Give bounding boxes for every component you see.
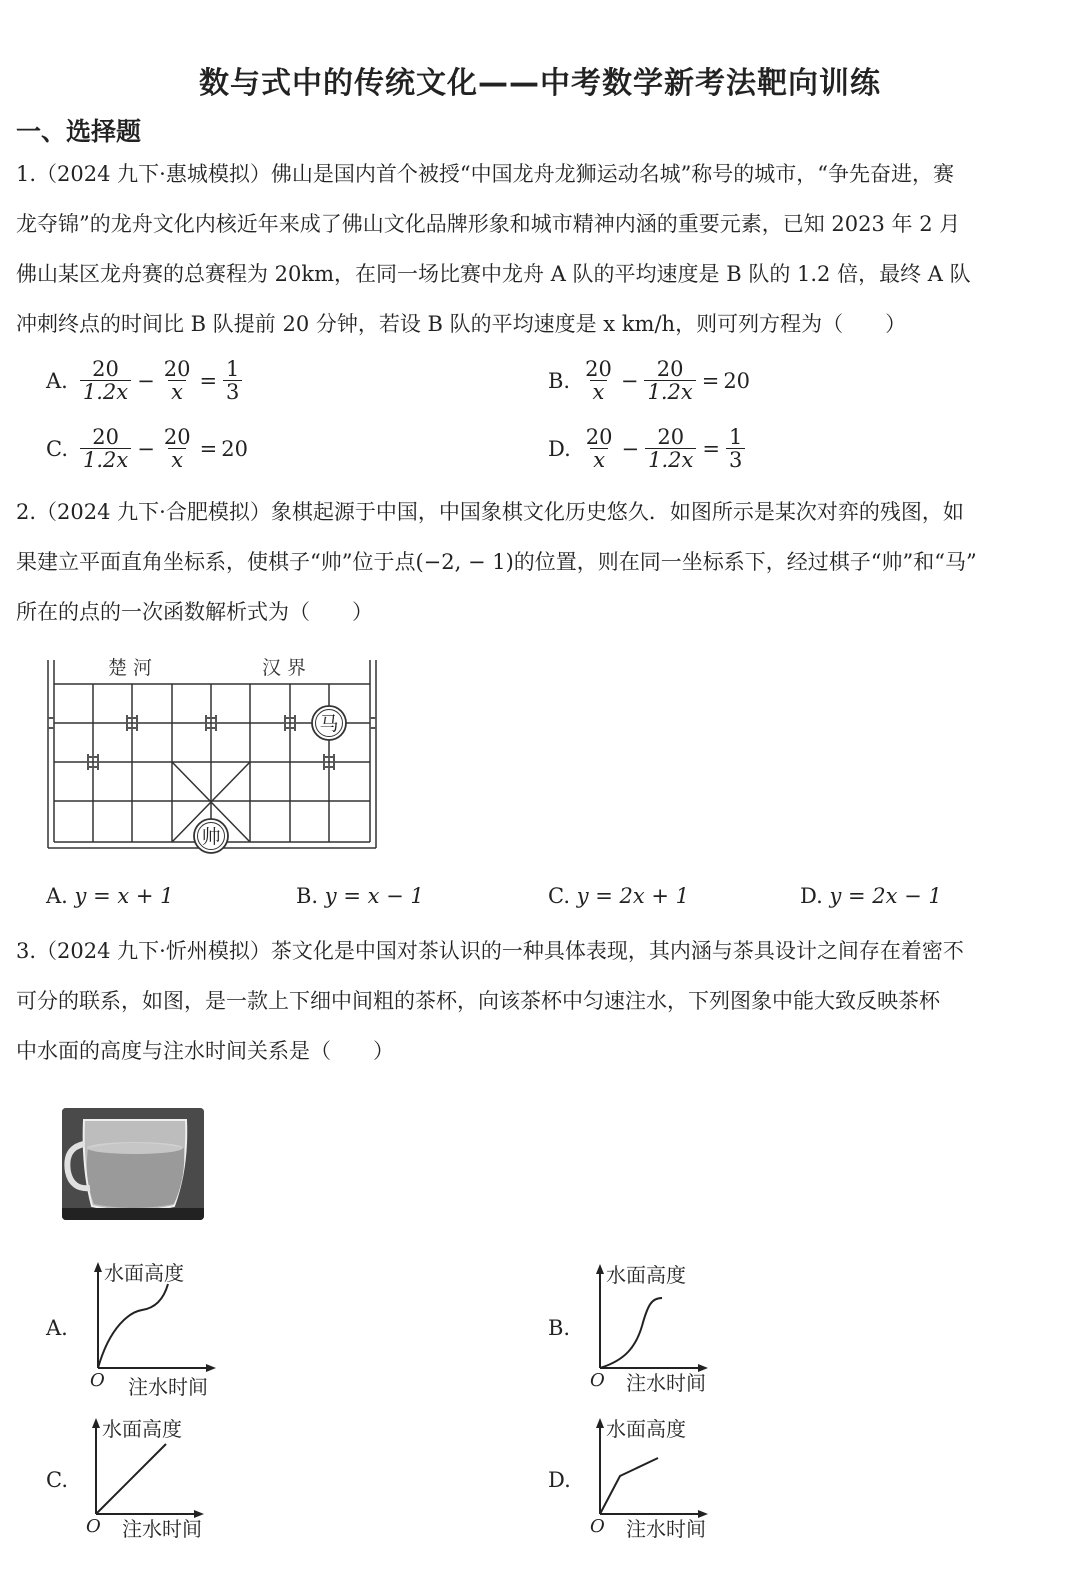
svg-text:水面高度: 水面高度 [606,1263,686,1287]
chess-piece-shuai [194,819,228,853]
graph-d [586,1412,746,1548]
q3-line: 3.（2024 九下·忻州模拟）茶文化是中国对茶认识的一种具体表现，其内涵与茶具设计之间存在着密不 [16,939,964,963]
q3-line: 中水面的高度与注水时间关系是（ ） [16,1039,394,1063]
page-title: 数与式中的传统文化——中考数学新考法靶向训练 [199,66,881,101]
q2-line: 2.（2024 九下·合肥模拟）象棋起源于中国，中国象棋文化历史悠久．如图所示是某次对弈的残图，如 [16,500,964,524]
option-label: A. [46,368,68,393]
fraction: $\frac{20}{1.2x}$ [645,426,696,471]
q2-option-c[interactable]: C. y = 2x + 1 [548,884,690,908]
svg-text:O: O [86,1516,101,1537]
fraction: $\frac{20}{x}$ [163,425,191,472]
svg-text:注水时间: 注水时间 [122,1517,202,1541]
q1-option-b[interactable]: B. $\frac{20}{x}$ − $\frac{20}{1.2x}$ = 20 [548,357,751,404]
section-heading: 一、选择题 [16,117,142,146]
svg-text:O: O [90,1370,105,1391]
option-label: B. [548,368,571,393]
q2-line: 果建立平面直角坐标系，使棋子“帅”位于点(−2, − 1)的位置，则在同一坐标系下，经过棋子“帅”和“马” [16,550,977,574]
chess-piece-ma [312,706,346,740]
q3-option-d[interactable]: D. [548,1468,571,1492]
q2-option-d[interactable]: D. y = 2x − 1 [800,884,942,908]
option-label: D. [548,436,571,461]
fraction: $\frac{20}{1.2x}$ [644,358,695,403]
graph-a [84,1256,244,1402]
q2-option-b[interactable]: B. y = x − 1 [296,884,424,908]
fraction: $\frac{20}{x}$ [585,425,613,472]
tea-cup-photo [62,1108,204,1220]
svg-text:注水时间: 注水时间 [626,1517,706,1541]
svg-text:水面高度: 水面高度 [102,1417,182,1441]
chess-board-figure [40,652,390,858]
svg-text:水面高度: 水面高度 [606,1417,686,1441]
q1-line: 龙夺锦”的龙舟文化内核近年来成了佛山文化品牌形象和城市精神内涵的重要元素，已知 2023 年 2 月 [16,212,961,236]
q3-option-a[interactable]: A. [46,1316,68,1340]
svg-text:O: O [590,1516,605,1537]
curve-d [600,1458,658,1514]
river-label-right: 汉 界 [262,657,307,679]
fraction: $\frac{1}{3}$ [223,358,242,403]
river-label-left: 楚 河 [108,657,153,679]
q2-option-a[interactable]: A. y = x + 1 [46,884,174,908]
svg-text:帅: 帅 [201,826,221,848]
fraction: $\frac{20}{1.2x}$ [80,358,131,403]
q1-line: 1.（2024 九下·惠城模拟）佛山是国内首个被授“中国龙舟龙狮运动名城”称号的城市，“争先奋进，赛 [16,162,955,186]
svg-text:马: 马 [319,713,339,735]
q1-line: 冲刺终点的时间比 B 队提前 20 分钟，若设 B 队的平均速度是 x km/h，则可列方程为（ ） [16,312,907,336]
fraction: $\frac{1}{3}$ [726,426,745,471]
svg-text:注水时间: 注水时间 [128,1375,208,1399]
option-label: C. [46,436,68,461]
q1-option-d[interactable]: D. $\frac{20}{x}$ − $\frac{20}{1.2x}$ = $\frac{1}{3}$ [548,426,747,471]
q3-option-b[interactable]: B. [548,1316,571,1340]
graph-b [586,1258,746,1404]
q1-line: 佛山某区龙舟赛的总赛程为 20km，在同一场比赛中龙舟 A 队的平均速度是 B 队的 1.2 倍，最终 A 队 [16,262,971,286]
curve-b [600,1298,662,1368]
q1-option-a[interactable]: A. $\frac{20}{1.2x}$ − $\frac{20}{x}$ = $\frac{1}{3}$ [46,358,244,403]
curve-c [96,1444,166,1514]
fraction: $\frac{20}{1.2x}$ [80,426,131,471]
q3-option-c[interactable]: C. [46,1468,68,1492]
q2-line: 所在的点的一次函数解析式为（ ） [16,600,373,624]
fraction: $\frac{20}{x}$ [163,357,191,404]
graph-c [82,1412,242,1548]
q3-line: 可分的联系，如图，是一款上下细中间粗的茶杯，向该茶杯中匀速注水，下列图象中能大致反映茶杯 [16,989,940,1013]
svg-text:水面高度: 水面高度 [104,1261,184,1285]
fraction: $\frac{20}{x}$ [585,357,612,404]
curve-a [98,1284,168,1368]
svg-text:注水时间: 注水时间 [626,1371,706,1395]
svg-text:O: O [590,1370,605,1391]
q1-option-c[interactable]: C. $\frac{20}{1.2x}$ − $\frac{20}{x}$ = 20 [46,425,248,472]
